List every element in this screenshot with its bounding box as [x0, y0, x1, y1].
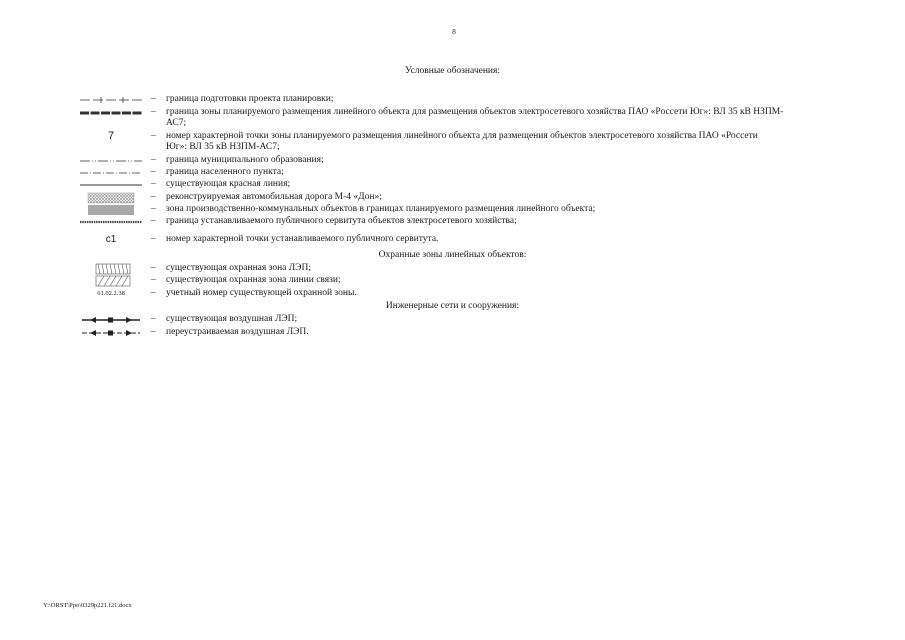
legend-row	[78, 107, 798, 131]
legend-text: граница населенного пункта;	[166, 167, 284, 177]
legend-text: переустраиваемая воздушная ЛЭП.	[166, 327, 309, 337]
legend-text: граница муниципального образования;	[166, 155, 324, 165]
legend-dash: –	[151, 216, 156, 226]
legend-row	[78, 275, 798, 287]
legend-row	[78, 155, 798, 167]
legend-dash: –	[151, 204, 156, 214]
comm-zone-symbol	[78, 275, 144, 287]
legend-dash: –	[151, 288, 156, 298]
legend-dash: –	[151, 167, 156, 177]
legend-text: номер характерной точки зоны планируемого размещения линейного объекта для размещения объектов электросетевого хозяйства ПАО «Россети Юг»: ВЛ 35 кВ НЗПМ-АС7;	[166, 131, 758, 152]
rebuilt-overhead-line-symbol	[78, 327, 144, 339]
legend-text: существующая красная линия;	[166, 179, 291, 189]
zone-boundary-symbol	[78, 107, 144, 119]
servitude-point-symbol: с1	[105, 234, 117, 245]
legend-text: зона производственно-коммунальных объектов в границах планируемого размещения линейного объекта;	[166, 204, 596, 214]
municipal-boundary-symbol	[78, 155, 144, 167]
legend-row	[78, 179, 798, 191]
legend-dash: –	[151, 234, 156, 244]
point-number-symbol: 7	[107, 130, 115, 142]
settlement-boundary-symbol	[78, 167, 144, 179]
legend-dash: –	[151, 94, 156, 104]
legend-row	[78, 216, 798, 228]
industrial-zone-symbol	[78, 204, 144, 216]
legend-text: граница зоны планируемого размещения линейного объекта для размещения объектов электросетевого хозяйства ПАО «Россети Юг»: ВЛ 35 кВ НЗПМ-АС7;	[166, 107, 784, 128]
legend-dash: –	[151, 314, 156, 324]
legend-dash: –	[151, 327, 156, 337]
page-number: 8	[452, 27, 456, 36]
legend-row	[78, 288, 798, 300]
boundary-dash-cross-symbol	[78, 94, 144, 106]
legend-row	[78, 327, 798, 339]
lep-zone-symbol	[78, 263, 144, 275]
legend-dash: –	[151, 107, 156, 117]
legend-text: граница подготовки проекта планировки;	[166, 94, 334, 104]
legend-dash: –	[151, 131, 156, 141]
legend-dash: –	[151, 192, 156, 202]
zone-number-symbol: 61.02.2.38	[97, 290, 125, 297]
existing-overhead-line-symbol	[78, 314, 144, 326]
legend-row	[78, 204, 798, 216]
red-line-symbol	[78, 179, 144, 191]
legend-dash: –	[151, 263, 156, 273]
legend-text: существующая охранная зона линии связи;	[166, 275, 341, 285]
legend-row	[78, 167, 798, 179]
legend-row	[78, 94, 798, 106]
legend-row	[78, 234, 798, 246]
legend-dash: –	[151, 155, 156, 165]
legend-title: Условные обозначения:	[404, 66, 500, 76]
legend-text: существующая воздушная ЛЭП;	[166, 314, 298, 324]
legend-text: реконструируемая автомобильная дорога М-4 «Дон»;	[166, 192, 382, 202]
legend-text: существующая охранная зона ЛЭП;	[166, 263, 311, 273]
legend-row	[78, 131, 798, 155]
servitude-boundary-symbol	[78, 216, 144, 228]
legend-row	[78, 192, 798, 204]
protection-zones-heading: Охранные зоны линейных объектов:	[378, 250, 527, 260]
file-path-footer: Y:\ORST\Ppo\0329p221.f21.docx	[43, 602, 132, 609]
legend-text: номер характерной точки устанавливаемого публичного сервитута.	[166, 234, 439, 244]
legend-dash: –	[151, 179, 156, 189]
legend-row	[78, 263, 798, 275]
legend-dash: –	[151, 275, 156, 285]
road-hatch-symbol	[78, 192, 144, 204]
legend-text: граница устанавливаемого публичного сервитута объектов электросетевого хозяйства;	[166, 216, 517, 226]
legend-text: учетный номер существующей охранной зоны.	[166, 288, 357, 298]
networks-heading: Инженерные сети и сооружения:	[385, 301, 520, 311]
legend-row	[78, 314, 798, 326]
